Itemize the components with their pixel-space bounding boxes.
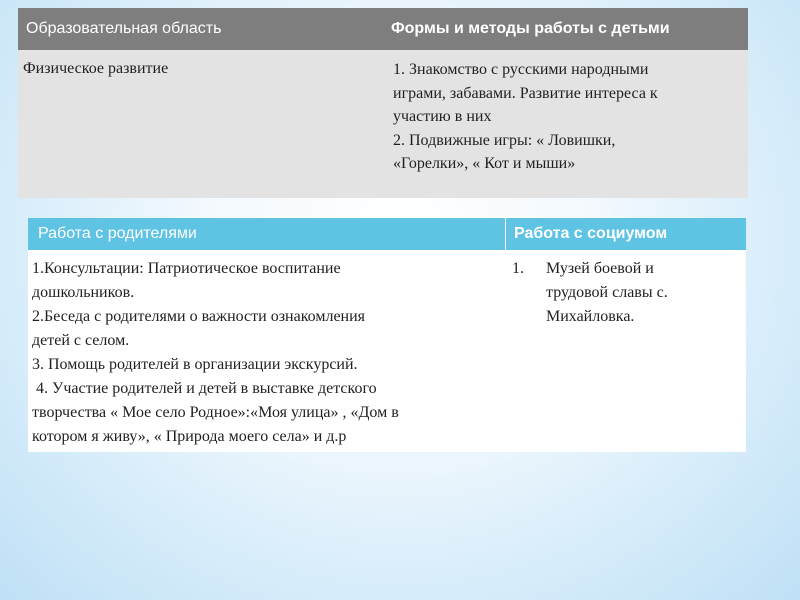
header-forms-methods: Формы и методы работы с детьми <box>391 20 670 37</box>
parents-table-header <box>28 218 746 250</box>
methods-line: играми, забавами. Развитие интереса к <box>393 84 658 102</box>
table-row <box>28 250 746 452</box>
parents-society-table <box>28 218 746 452</box>
methods-line: «Горелки», « Кот и мыши» <box>393 155 576 172</box>
header-work-with-parents: Работа с родителями <box>28 218 506 250</box>
parents-line: 1.Консультации: Патриотическое воспитание <box>32 260 341 277</box>
society-text <box>546 257 746 452</box>
society-line: Михайловка. <box>546 308 635 325</box>
parents-line: творчества « Мое село Родное»:«Моя улица» , «Дом в <box>32 404 399 421</box>
methods-line: 2. Подвижные игры: « Ловишки, <box>393 131 616 149</box>
cell-physical-development: Физическое развитие <box>23 60 169 77</box>
parents-line: детей с селом. <box>32 332 130 349</box>
header-educational-area: Образовательная область <box>26 20 222 37</box>
society-line: Музей боевой и <box>546 260 654 277</box>
methods-line: 1. Знакомство с русскими народными <box>393 61 649 78</box>
parents-line: 2.Беседа с родителями о важности ознакомления <box>32 308 366 325</box>
parents-line: 3. Помощь родителей в организации экскурсий. <box>32 356 358 373</box>
cell-parents-work <box>28 250 506 452</box>
education-table-header <box>18 8 748 50</box>
cell-methods <box>373 50 748 198</box>
cell-society-work <box>506 250 746 452</box>
header-work-with-society: Работа с социумом <box>514 225 668 242</box>
table-row <box>18 50 748 198</box>
parents-line: дошкольников. <box>32 284 135 301</box>
methods-line: участию в них <box>393 108 492 125</box>
parents-line: котором я живу», « Природа моего села» и д.р <box>32 428 347 445</box>
society-line: трудовой славы с. <box>546 284 668 301</box>
list-number: 1. <box>512 260 524 277</box>
parents-line: 4. Участие родителей и детей в выставке детского <box>32 380 377 397</box>
education-forms-table <box>18 8 748 198</box>
